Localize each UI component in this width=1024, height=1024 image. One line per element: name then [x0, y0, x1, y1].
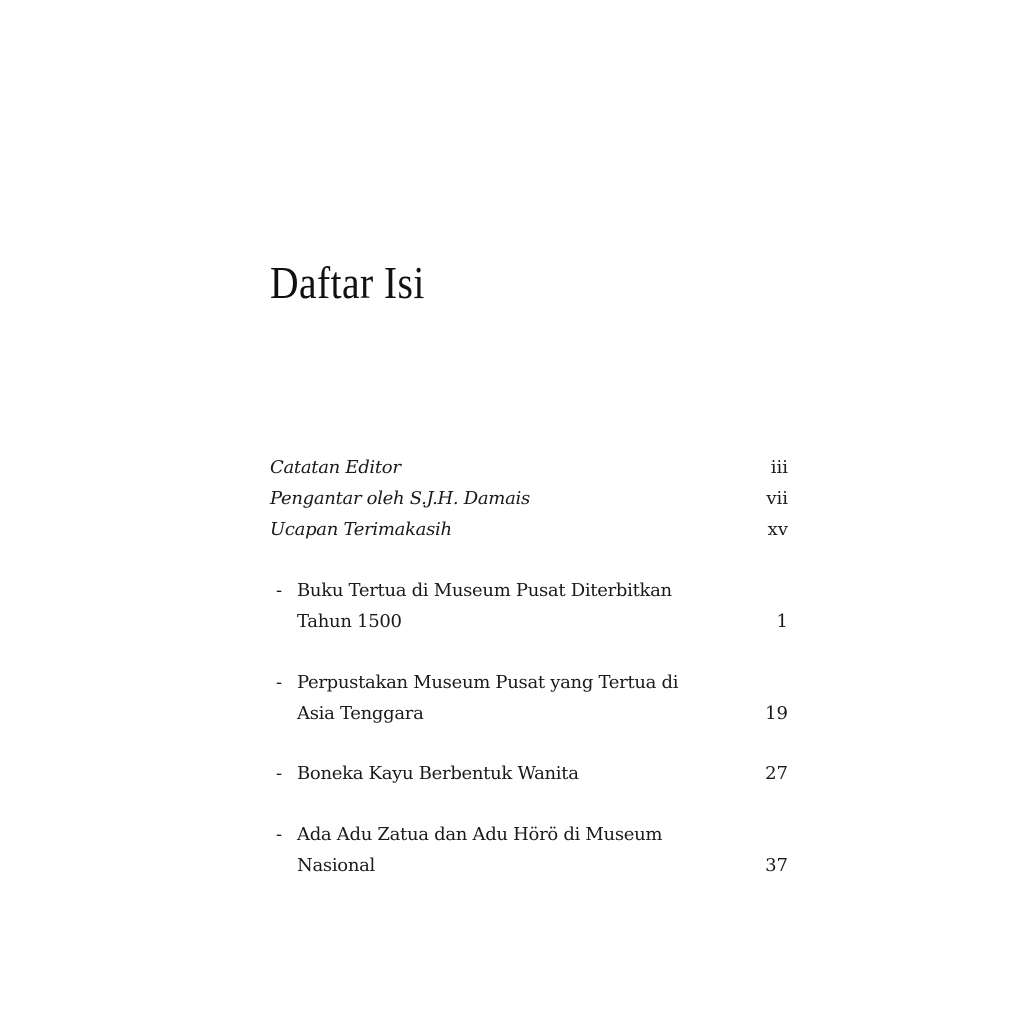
- list-dash: -: [276, 580, 283, 601]
- list-dash: -: [276, 824, 283, 845]
- toc-page-number: xv: [767, 519, 788, 540]
- chapter-line: [276, 606, 788, 637]
- toc-entry-label: Catatan Editor: [270, 457, 401, 478]
- toc-page-number: 27: [765, 763, 788, 784]
- chapter-line: [276, 850, 788, 881]
- toc-entry-ucapan-terimakasih: [270, 519, 788, 550]
- chapter-line: [276, 575, 788, 606]
- toc-entry-label: Ucapan Terimakasih: [270, 519, 452, 540]
- toc-page-number: 19: [765, 703, 788, 724]
- chapter-title-line-2: Nasional: [297, 855, 375, 876]
- chapter-title-line-1: Ada Adu Zatua dan Adu Hörö di Museum: [297, 824, 663, 845]
- chapter-line: [276, 758, 788, 789]
- chapter-title-line-1: Boneka Kayu Berbentuk Wanita: [297, 763, 579, 784]
- toc-chapter-buku-tertua: [276, 575, 788, 637]
- chapter-title-line-1: Perpustakan Museum Pusat yang Tertua di: [297, 672, 679, 693]
- toc-page-number: vii: [766, 488, 788, 509]
- toc-page-number: iii: [770, 457, 788, 478]
- list-dash: -: [276, 672, 283, 693]
- chapter-title-line-1: Buku Tertua di Museum Pusat Diterbitkan: [297, 580, 672, 601]
- toc-chapter-adu-zatua: [276, 819, 788, 881]
- toc-chapter-boneka-kayu: [276, 758, 788, 789]
- chapter-line: [276, 819, 788, 850]
- toc-entry-pengantar: [270, 488, 788, 519]
- front-matter-list: [270, 457, 788, 550]
- toc-entry-label: Pengantar oleh S.J.H. Damais: [270, 488, 530, 509]
- chapter-title-line-2: Asia Tenggara: [297, 703, 424, 724]
- chapter-title-line-2: Tahun 1500: [297, 611, 402, 632]
- list-dash: -: [276, 763, 283, 784]
- toc-page-number: 1: [776, 611, 788, 632]
- toc-page-number: 37: [765, 855, 788, 876]
- chapter-line: [276, 667, 788, 698]
- toc-chapter-perpustakan: [276, 667, 788, 729]
- toc-entry-catatan-editor: [270, 457, 788, 488]
- page-title: Daftar Isi: [270, 257, 425, 308]
- chapter-line: [276, 698, 788, 729]
